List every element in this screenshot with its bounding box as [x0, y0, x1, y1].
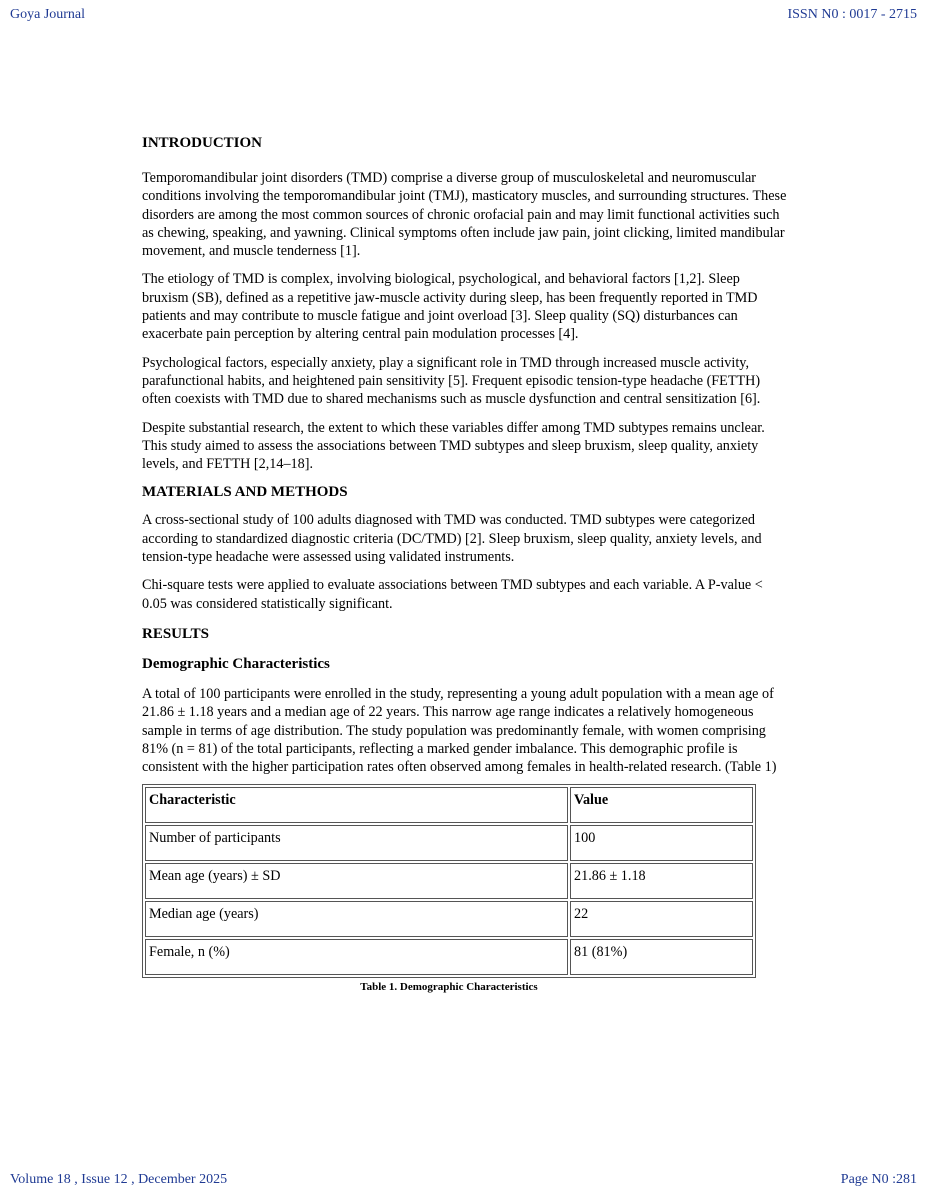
- table-header-cell: Value: [570, 787, 753, 823]
- demographics-table: [142, 784, 756, 978]
- methods-heading: MATERIALS AND METHODS: [142, 484, 348, 501]
- results-heading: RESULTS: [142, 625, 209, 642]
- methods-paragraph-2: Chi-square tests were applied to evaluate associations between TMD subtypes and each variable. A P-value < 0.05 was considered statistically significant.: [142, 577, 763, 612]
- volume-issue: Volume 18 , Issue 12 , December 2025: [10, 1172, 228, 1187]
- table-cell: 100: [570, 825, 753, 861]
- intro-paragraph-4: Despite substantial research, the extent to which these variables differ among TMD subtypes remains unclear. This study aimed to assess the associations between TMD subtypes and sleep bruxism, sleep quality, anxiety levels, and FETTH [2,14–18].: [142, 419, 765, 473]
- page-number: Page N0 :281: [840, 1172, 917, 1187]
- intro-paragraph-1: Temporomandibular joint disorders (TMD) comprise a diverse group of musculoskeletal and neuromuscular conditions involving the temporomandibular joint (TMJ), masticatory muscles, and surrounding structures. These disorders are among the most common sources of chronic orofacial pain and may limit functional activities such as chewing, speaking, and yawning. Clinical symptoms often include jaw pain, joint clicking, limited mandibular movement, and muscle tenderness [1].: [142, 170, 787, 260]
- table-cell: Median age (years): [145, 901, 568, 937]
- table-cell: 81 (81%): [570, 939, 753, 975]
- table-cell: Female, n (%): [145, 939, 568, 975]
- article-body: [142, 134, 787, 993]
- table-row: [145, 901, 753, 937]
- table-row: [145, 939, 753, 975]
- table-header-row: [145, 787, 753, 823]
- methods-paragraph-1: A cross-sectional study of 100 adults diagnosed with TMD was conducted. TMD subtypes were categorized according to standardized diagnostic criteria (DC/TMD) [2]. Sleep bruxism, sleep quality, anxiety levels, and tension-type headache were assessed using validated instruments.: [142, 512, 762, 566]
- table-header-cell: Characteristic: [145, 787, 568, 823]
- journal-name: Goya Journal: [10, 7, 86, 22]
- demographics-subheading: Demographic Characteristics: [142, 655, 330, 672]
- issn-number: ISSN N0 : 0017 - 2715: [787, 7, 917, 22]
- table-cell: Number of participants: [145, 825, 568, 861]
- table-cell: Mean age (years) ± SD: [145, 863, 568, 899]
- table-caption: Table 1. Demographic Characteristics: [360, 981, 538, 994]
- intro-paragraph-2: The etiology of TMD is complex, involving biological, psychological, and behavioral factors [1,2]. Sleep bruxism (SB), defined as a repetitive jaw-muscle activity during sleep, has been frequently reported in TMD patients and may contribute to muscle fatigue and joint overload [3]. Sleep quality (SQ) disturbances can exacerbate pain perception by altering central pain modulation processes [4].: [142, 271, 758, 343]
- table-cell: 21.86 ± 1.18: [570, 863, 753, 899]
- intro-paragraph-3: Psychological factors, especially anxiety, play a significant role in TMD through increased muscle activity, parafunctional habits, and heightened pain sensitivity [5]. Frequent episodic tension-type headache (FETTH) often coexists with TMD due to shared mechanisms such as muscle dysfunction and central sensitization [6].: [142, 354, 761, 408]
- table-row: [145, 825, 753, 861]
- results-paragraph: A total of 100 participants were enrolled in the study, representing a young adult population with a mean age of 21.86 ± 1.18 years and a median age of 22 years. This narrow age range indicates a relatively homogeneous sample in terms of age distribution. The study population was predominantly female, with women comprising 81% (n = 81) of the total participants, reflecting a marked gender imbalance. This demographic profile is consistent with the higher participation rates often observed among females in health-related research. (Table 1): [142, 685, 777, 776]
- table-cell: 22: [570, 901, 753, 937]
- table-row: [145, 863, 753, 899]
- introduction-heading: INTRODUCTION: [142, 135, 263, 151]
